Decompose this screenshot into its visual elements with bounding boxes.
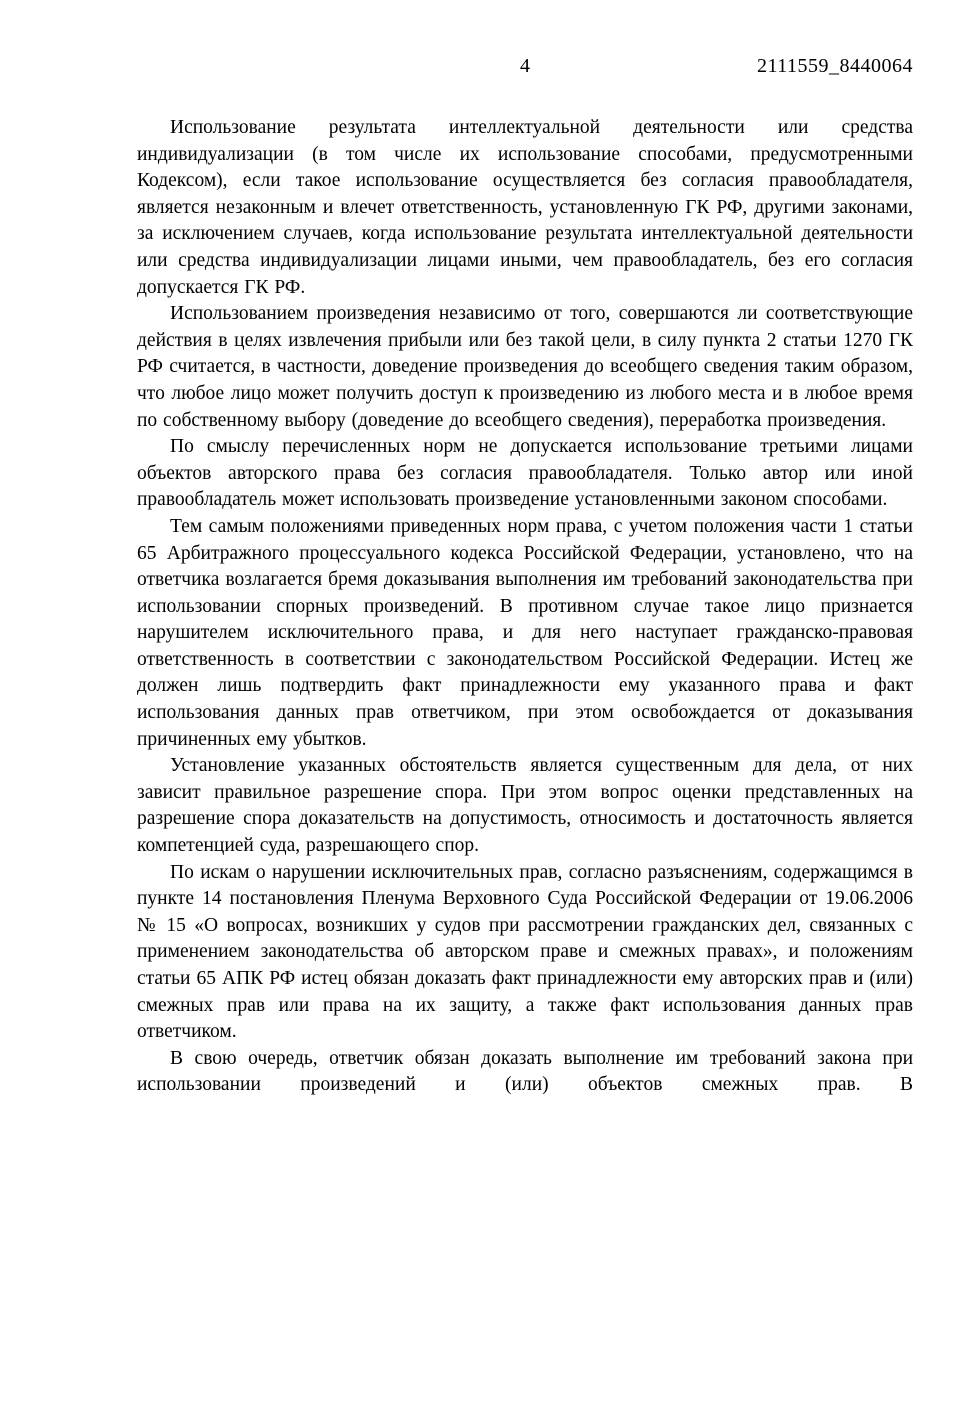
paragraph-burden-of-proof-defendant: Тем самым положениями приведенных норм права, с учетом положения части 1 статьи 65 Арбитражного процессуального кодекса Российской Федерации, установлено, что на ответчика возлагается бремя доказывания выполнения им требований законодательства при использовании спорных произведений. В противном случае такое лицо признается нарушителем исключительного права, и для него наступает гражданско-правовая ответственность в соответствии с законодательством Российской Федерации. Истец же должен лишь подтвердить факт принадлежности ему указанного права и факт использования данных прав ответчиком, при этом освобождается от доказывания причиненных ему убытков.	[137, 515, 913, 750]
paragraph-use-of-ip-result: Использование результата интеллектуальной деятельности или средства индивидуализации (в том числе их использование способами, предусмотренными Кодексом), если такое использование осуществляется без согласия правообладателя, является незаконным и влечет ответственность, установленную ГК РФ, другими законами, за исключением случаев, когда использование результата интеллектуальной деятельности или средства индивидуализации лицами иными, чем правообладатель, без его согласия допускается ГК РФ.	[137, 117, 913, 298]
document-page	[0, 54, 969, 1423]
document-body	[137, 115, 913, 1099]
paragraph-no-use-without-consent: По смыслу перечисленных норм не допускается использование третьими лицами объектов авторского права без согласия правообладателя. Только автор или иной правообладатель может использовать произведение установленными законом способами.	[137, 436, 913, 511]
paragraph-essential-circumstances: Установление указанных обстоятельств является существенным для дела, от них зависит правильное разрешение спора. При этом вопрос оценки представленных на разрешение спора доказательств на допустимость, относимость и достаточность является компетенцией суда, разрешающего спор.	[137, 755, 913, 857]
page-number: 4	[520, 55, 530, 77]
paragraph-plenum-14-claims: По искам о нарушении исключительных прав, согласно разъяснениям, содержащимся в пункте 14 постановления Пленума Верховного Суда Российской Федерации от 19.06.2006 № 15 «О вопросах, возникших у судов при рассмотрении гражданских дел, связанных с применением законодательства об авторском праве и смежных правах», и положениям статьи 65 АПК РФ истец обязан доказать факт принадлежности ему авторских прав и (или) смежных прав или права на их защиту, а также факт использования данных прав ответчиком.	[137, 861, 913, 1043]
page-header	[137, 54, 913, 78]
paragraph-defendant-must-prove: В свою очередь, ответчик обязан доказать выполнение им требований закона при использовании произведений и (или) объектов смежных прав. В	[137, 1047, 913, 1096]
document-id: 2111559_8440064	[756, 55, 913, 77]
paragraph-use-of-work-art-1270: Использованием произведения независимо от того, совершаются ли соответствующие действия в целях извлечения прибыли или без такой цели, в силу пункта 2 статьи 1270 ГК РФ считается, в частности, доведение произведения до всеобщего сведения таким образом, что любое лицо может получить доступ к произведению из любого места и в любое время по собственному выбору (доведение до всеобщего сведения), переработка произведения.	[137, 303, 913, 431]
